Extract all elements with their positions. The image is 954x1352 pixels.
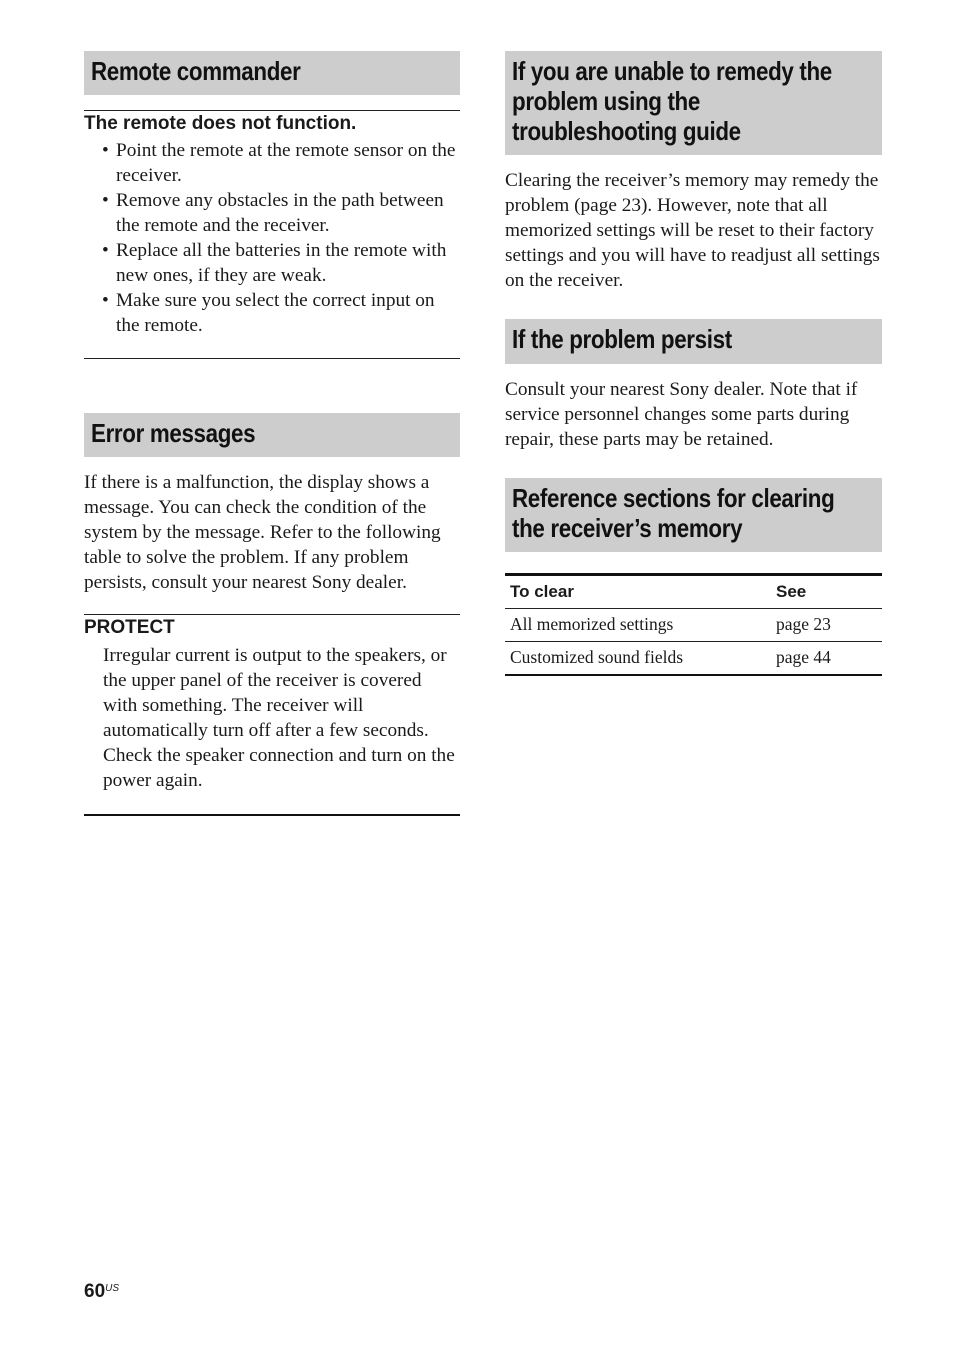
column-header-to-clear: To clear bbox=[505, 576, 771, 609]
unable-to-remedy-text: Clearing the receiver’s memory may remedy the problem (page 23). However, note that all memorized settings will be reset to their factory settings and you will have to readjust all settings on the receiver. bbox=[505, 170, 880, 291]
divider bbox=[84, 614, 460, 615]
protect-description: Irregular current is output to the speakers, or the upper panel of the receiver is covered with something. The receiver will automatically turn off after a few seconds. Check the speaker connection and turn on the power again. bbox=[103, 645, 455, 791]
heading-line: If you are unable to remedy the bbox=[512, 56, 832, 86]
table-cell: Customized sound fields bbox=[505, 642, 771, 676]
error-messages-heading bbox=[84, 413, 460, 457]
page-number bbox=[84, 1281, 119, 1303]
reference-table bbox=[505, 576, 882, 676]
right-column bbox=[505, 51, 882, 676]
left-column bbox=[84, 51, 460, 816]
protect-label: PROTECT bbox=[84, 617, 175, 638]
list-item: • Point the remote at the remote sensor on the receiver. bbox=[102, 138, 460, 188]
heading-line: troubleshooting guide bbox=[512, 116, 741, 146]
table-header-row bbox=[505, 576, 882, 609]
problem-persist-heading-text: If the problem persist bbox=[512, 324, 732, 354]
error-intro: If there is a malfunction, the display shows a message. You can check the condition of the system by the message. Refer to the following table to solve the problem. If any problem persists, consult your nearest Sony dealer. bbox=[84, 472, 441, 593]
error-messages-heading-text: Error messages bbox=[91, 418, 256, 448]
table-cell: All memorized settings bbox=[505, 609, 771, 642]
remote-commander-heading-text: Remote commander bbox=[91, 56, 301, 86]
heading-line: problem using the bbox=[512, 86, 700, 116]
heading-line: the receiver’s memory bbox=[512, 513, 743, 543]
divider bbox=[84, 814, 460, 816]
remote-commander-heading bbox=[84, 51, 460, 95]
heading-line: Reference sections for clearing bbox=[512, 483, 835, 513]
problem-persist-text: Consult your nearest Sony dealer. Note that if service personnel changes some parts during repair, these parts may be retained. bbox=[505, 379, 858, 450]
problem-persist-heading bbox=[505, 319, 882, 364]
divider bbox=[84, 358, 460, 359]
divider bbox=[84, 110, 460, 111]
column-header-see: See bbox=[771, 576, 882, 609]
table-row bbox=[505, 642, 882, 676]
table-cell: page 44 bbox=[771, 642, 882, 676]
remote-subhead: The remote does not function. bbox=[84, 113, 357, 134]
list-item: • Remove any obstacles in the path between the remote and the receiver. bbox=[102, 188, 460, 238]
list-item: • Make sure you select the correct input on the remote. bbox=[102, 288, 460, 338]
table-cell: page 23 bbox=[771, 609, 882, 642]
table-row bbox=[505, 609, 882, 642]
page-number-value: 60 bbox=[84, 1281, 106, 1302]
unable-to-remedy-heading bbox=[505, 51, 882, 155]
reference-sections-heading bbox=[505, 478, 882, 552]
remote-bullet-list bbox=[84, 138, 460, 338]
page-number-suffix: US bbox=[105, 1283, 120, 1294]
list-item: • Replace all the batteries in the remote with new ones, if they are weak. bbox=[102, 238, 460, 288]
